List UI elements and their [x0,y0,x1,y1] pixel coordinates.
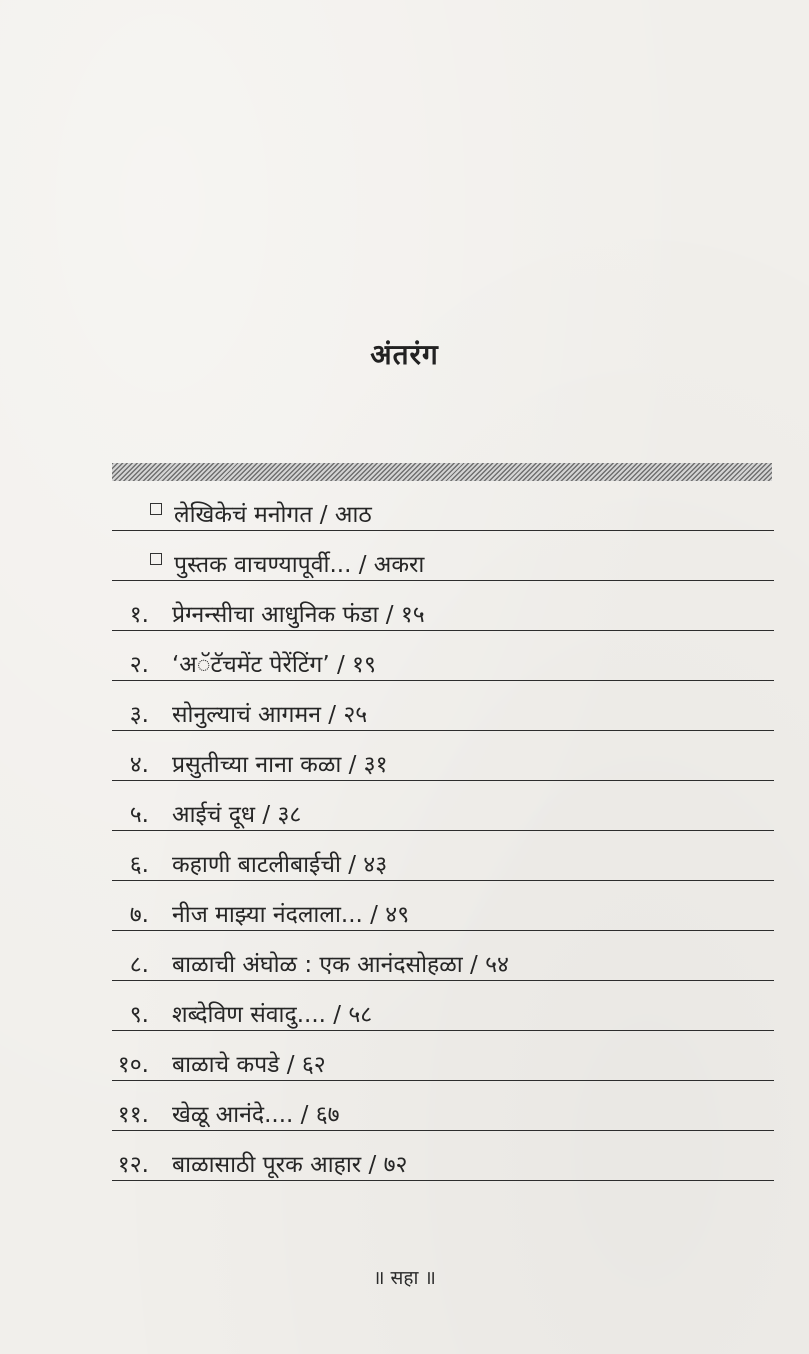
toc-entry [112,581,774,631]
toc-entry [112,731,774,781]
page-number: ॥ सहा ॥ [373,1267,436,1289]
toc-entry [112,1031,774,1081]
toc-entry [112,1081,774,1131]
toc-entry-text: ‘अॅटॅचमेंट पेरेंटिंग’ / १९ [172,652,376,678]
toc-entry-text: शब्देविण संवादु.... / ५८ [172,1002,373,1028]
toc-entry-text: लेखिकेचं मनोगत / आठ [174,502,372,528]
toc-entry-text: नीज माझ्या नंदलाला... / ४९ [172,902,410,928]
toc-entry-number: ४. [129,752,149,778]
toc-entry-number: १. [129,602,149,628]
toc-entry-text: बाळासाठी पूरक आहार / ७२ [172,1152,408,1178]
toc-entry-text: सोनुल्याचं आगमन / २५ [172,702,368,728]
toc-entry [112,631,774,681]
toc-entry-number: ८. [129,952,149,978]
table-of-contents [112,481,774,1181]
toc-entry [112,931,774,981]
toc-entry-text: पुस्तक वाचण्यापूर्वी... / अकरा [174,552,425,578]
toc-entry-number: १२. [117,1152,149,1178]
toc-entry-number: ११. [117,1102,149,1128]
toc-entry-number: १०. [117,1052,149,1078]
toc-entry [112,1131,774,1181]
toc-entry-text: आईचं दूध / ३८ [172,802,302,828]
toc-entry-number: ६. [129,852,149,878]
square-bullet-icon [150,553,162,565]
toc-entry-number: ५. [129,802,149,828]
toc-entry-text: कहाणी बाटलीबाईची / ४३ [172,852,388,878]
square-bullet-icon [150,503,162,515]
toc-entry-text: प्रसुतीच्या नाना कळा / ३१ [172,752,388,778]
toc-entry [112,831,774,881]
toc-entry [112,881,774,931]
toc-entry-text: बाळाची अंघोळ : एक आनंदसोहळा / ५४ [172,952,509,978]
toc-entry [112,681,774,731]
toc-entry [112,981,774,1031]
toc-entry [112,781,774,831]
toc-entry-text: खेळू आनंदे.... / ६७ [172,1102,340,1128]
toc-entry-number: ३. [129,702,149,728]
toc-entry [112,531,774,581]
toc-entry-number: ७. [129,902,149,928]
toc-entry-number: २. [129,652,149,678]
page-title: अंतरंग [370,338,439,371]
decorative-hatch-bar [112,463,772,481]
toc-entry-text: बाळाचे कपडे / ६२ [172,1052,326,1078]
toc-entry [112,481,774,531]
toc-entry-number: ९. [129,1002,149,1028]
toc-entry-text: प्रेग्नन्सीचा आधुनिक फंडा / १५ [172,602,425,628]
